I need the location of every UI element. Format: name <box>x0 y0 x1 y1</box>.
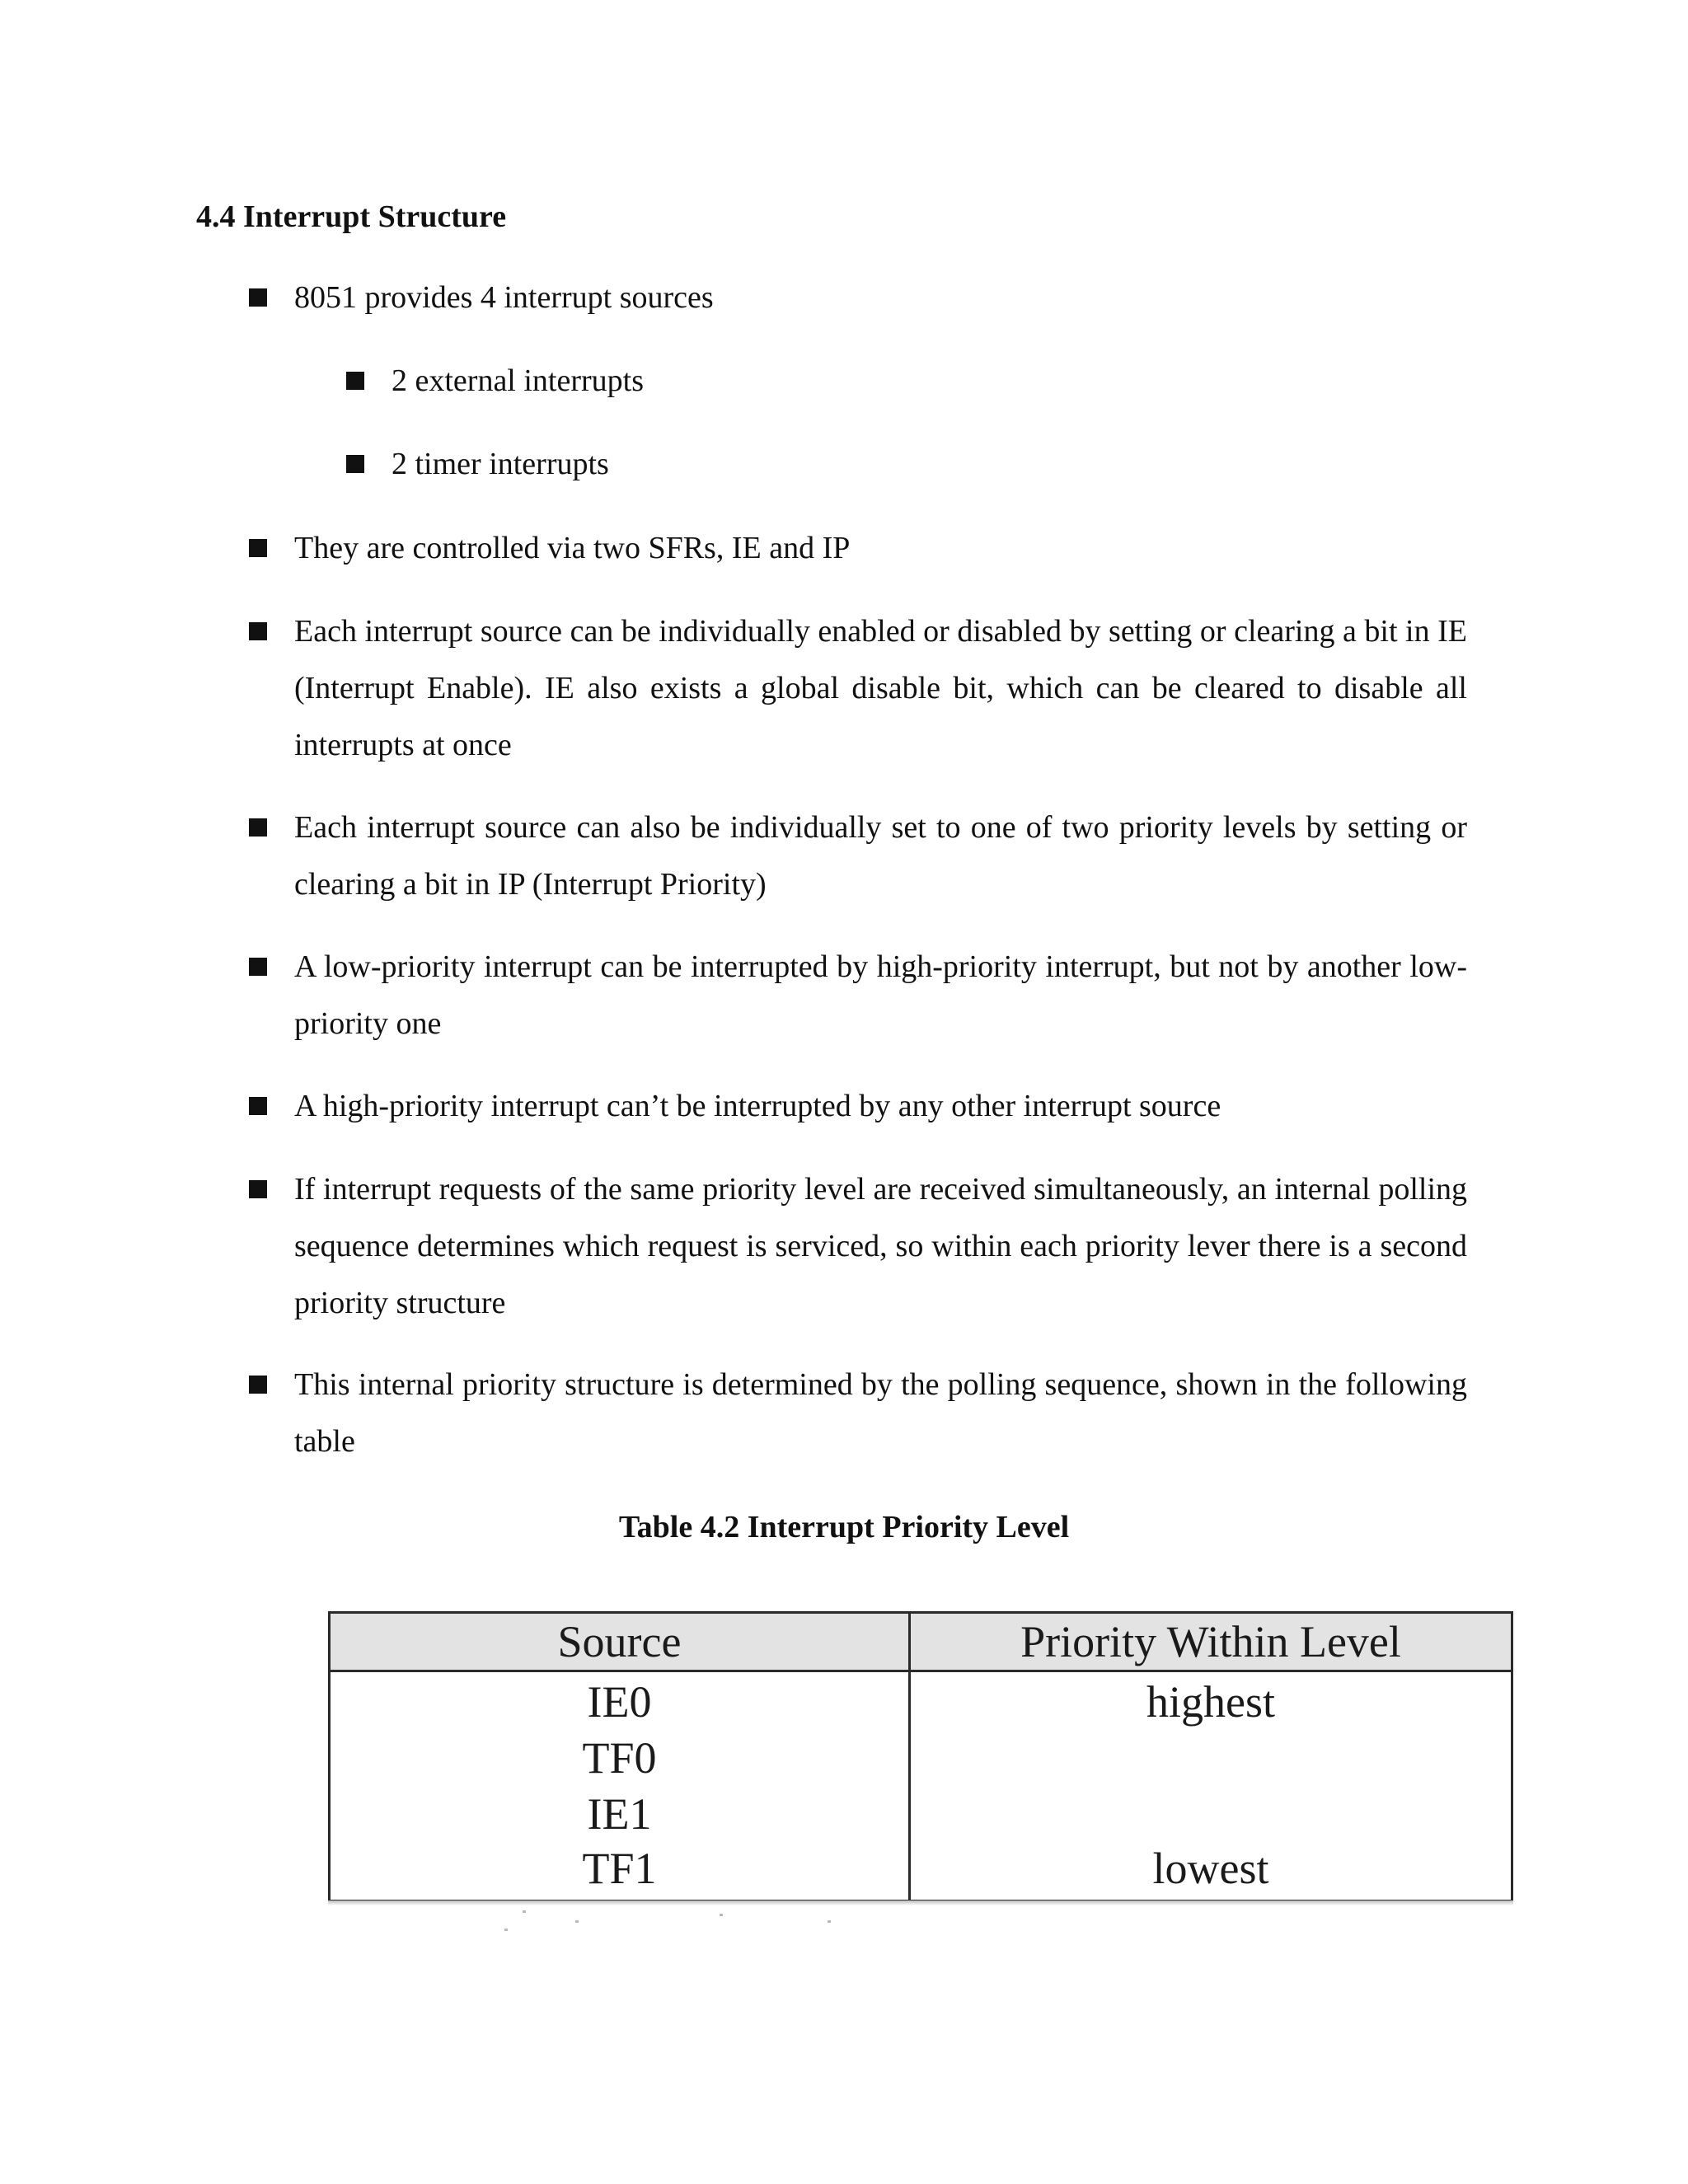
section-heading: 4.4 Interrupt Structure <box>196 199 507 234</box>
square-bullet-icon <box>346 455 364 473</box>
table-caption: Table 4.2 Interrupt Priority Level <box>618 1510 1070 1544</box>
square-bullet-icon <box>249 818 267 837</box>
square-bullet-icon <box>249 288 267 307</box>
square-bullet-icon <box>249 622 267 640</box>
column-header-priority: Priority Within Level <box>1020 1617 1401 1666</box>
bullet-item <box>294 1161 1467 1332</box>
scan-speck <box>504 1929 508 1931</box>
square-bullet-icon <box>249 958 267 976</box>
sub-bullet-item <box>392 353 1463 410</box>
bullet-text: If interrupt requests of the same priority level are received simultaneously, an internal polling sequence determines which request is serviced, so within each priority lever there is a second priority structure <box>294 1172 1467 1320</box>
table-cell-source: TF1 <box>582 1844 657 1893</box>
table-bottom-shadow <box>328 1900 1513 1905</box>
scan-speck <box>523 1910 526 1913</box>
scan-speck <box>828 1920 831 1923</box>
scan-speck <box>575 1920 579 1923</box>
table-cell-source: TF0 <box>582 1733 657 1783</box>
priority-table <box>328 1611 1513 1902</box>
bullet-text: 2 external interrupts <box>392 363 645 398</box>
table-cell-priority: lowest <box>1152 1844 1269 1893</box>
square-bullet-icon <box>249 539 267 557</box>
bullet-text: A low-priority interrupt can be interrupted by high-priority interrupt, but not by another low-priority one <box>294 949 1467 1041</box>
scan-speck <box>720 1914 723 1916</box>
bullet-item <box>294 603 1467 774</box>
bullet-text: Each interrupt source can also be individually set to one of two priority levels by setting or clearing a bit in IP (Interrupt Priority) <box>294 810 1467 902</box>
square-bullet-icon <box>249 1097 267 1115</box>
bullet-item <box>294 520 1467 577</box>
bullet-text: A high-priority interrupt can’t be interrupted by any other interrupt source <box>294 1089 1221 1123</box>
column-header-source: Source <box>557 1617 682 1666</box>
bullet-item <box>294 269 1467 326</box>
table-cell-priority: highest <box>1146 1677 1275 1727</box>
table-cell-source: IE0 <box>587 1677 652 1727</box>
bullet-item <box>294 1078 1467 1135</box>
square-bullet-icon <box>249 1180 267 1198</box>
bullet-text: This internal priority structure is determined by the polling sequence, shown in the following table <box>294 1367 1467 1459</box>
square-bullet-icon <box>249 1376 267 1394</box>
table-cell-source: IE1 <box>587 1789 652 1839</box>
bullet-text: 2 timer interrupts <box>392 447 609 481</box>
bullet-item <box>294 1357 1467 1470</box>
bullet-item <box>294 939 1467 1052</box>
sub-bullet-item <box>392 436 1463 493</box>
bullet-item <box>294 799 1467 913</box>
square-bullet-icon <box>346 372 364 390</box>
bullet-text: 8051 provides 4 interrupt sources <box>294 280 714 315</box>
bullet-text: Each interrupt source can be individually enabled or disabled by setting or clearing a bit in IE (Interrupt Enable). IE also exists a global disable bit, which can be cleared to disable all interrupts at once <box>294 614 1467 762</box>
bullet-text: They are controlled via two SFRs, IE and IP <box>294 531 851 565</box>
